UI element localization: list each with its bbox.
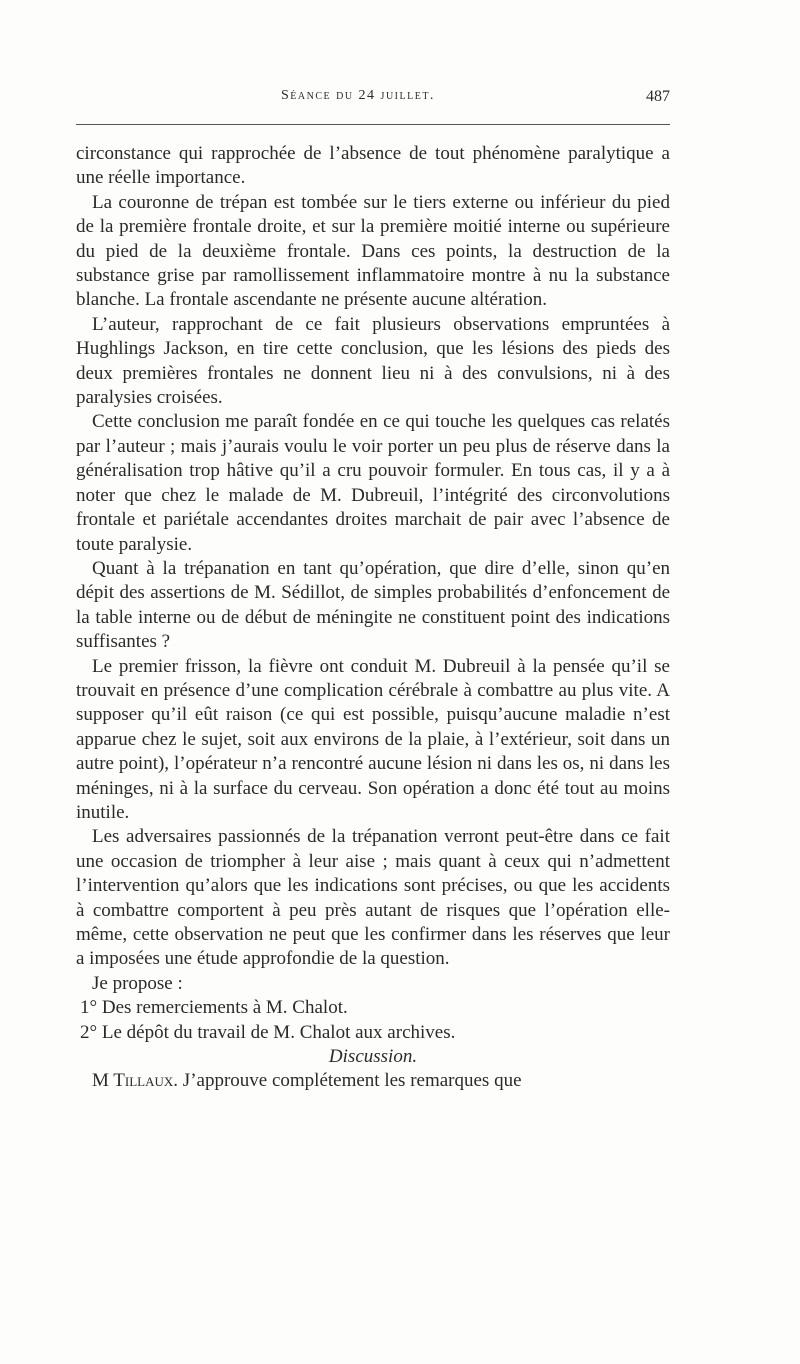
paragraph-1: circonstance qui rapprochée de l’absence de tout phénomène paralytique a une réelle importance. — [76, 143, 670, 189]
proposal-1: 1° Des remerciements à M. Chalot. — [80, 997, 348, 1019]
paragraph-5: Quant à la trépanation en tant qu’opération, que dire d’elle, sinon qu’en dépit des assertions de M. Sédillot, de simples probabilités d’enfoncement de la table interne ou de début de méningite ne constituent point des indications suffisantes ? — [76, 557, 670, 653]
paragraph-8: Je propose : — [92, 972, 183, 994]
paragraph-7: Les adversaires passionnés de la trépanation verront peut-être dans ce fait une occasion de triompher à leur aise ; mais quant à ceux qui n’admettent l’intervention qu’alors que les indications sont précises, ou que les accidents à combattre comportent à peu près autant de risques que l’opération elle-même, cette observation ne peut que les confirmer dans les réserves que leur a imposées une étude approfondie de la question. — [76, 826, 670, 970]
closing-paragraph — [76, 1069, 670, 1093]
paragraph-3: L’auteur, rapprochant de ce fait plusieurs observations empruntées à Hughlings Jackson, en tire cette conclusion, que les lésions des pieds des deux premières frontales ne donnent lieu ni à des convulsions, ni à des paralysies croisées. — [76, 313, 670, 409]
header-rule — [76, 124, 670, 125]
page-number: 487 — [646, 88, 670, 105]
closing-text: J’approuve complétement les remarques que — [182, 1070, 522, 1092]
running-header — [76, 88, 670, 112]
paragraph-2: La couronne de trépan est tombée sur le tiers externe ou inférieur du pied de la première frontale droite, et sur la première moitié interne ou supérieure du pied de la deuxième frontale. Dans ces points, la destruction de la substance grise par ramollissement inflammatoire montre à nu la substance blanche. La frontale ascendante ne présente aucune altération. — [76, 191, 670, 311]
speaker-name: M Tillaux. — [92, 1070, 179, 1092]
discussion-heading: Discussion. — [328, 1046, 418, 1068]
body-text — [76, 142, 670, 1094]
paragraph-6: Le premier frisson, la fièvre ont conduit M. Dubreuil à la pensée qu’il se trouvait en présence d’une complication cérébrale à combattre au plus vite. A supposer qu’il eût raison (ce qui est possible, puisqu’aucune maladie n’est apparue chez le sujet, soit aux environs de la plaie, à l’extérieur, soit dans un autre point), l’opérateur n’a rencontré aucune lésion ni dans les os, ni dans les méninges, ni à la surface du cerveau. Son opération a donc été tout au moins inutile. — [76, 655, 670, 823]
running-title: Séance du 24 juillet. — [281, 88, 435, 103]
paragraph-4: Cette conclusion me paraît fondée en ce qui touche les quelques cas relatés par l’auteur ; mais j’aurais voulu le voir porter un peu plus de réserve dans la généralisation trop hâtive qu’il a cru pouvoir formuler. En tous cas, il y a à noter que chez le malade de M. Dubreuil, l’intégrité des circonvolutions frontale et pariétale accendantes droites marchait de pair avec l’absence de toute paralysie. — [76, 411, 670, 555]
proposal-2: 2° Le dépôt du travail de M. Chalot aux archives. — [80, 1021, 456, 1043]
